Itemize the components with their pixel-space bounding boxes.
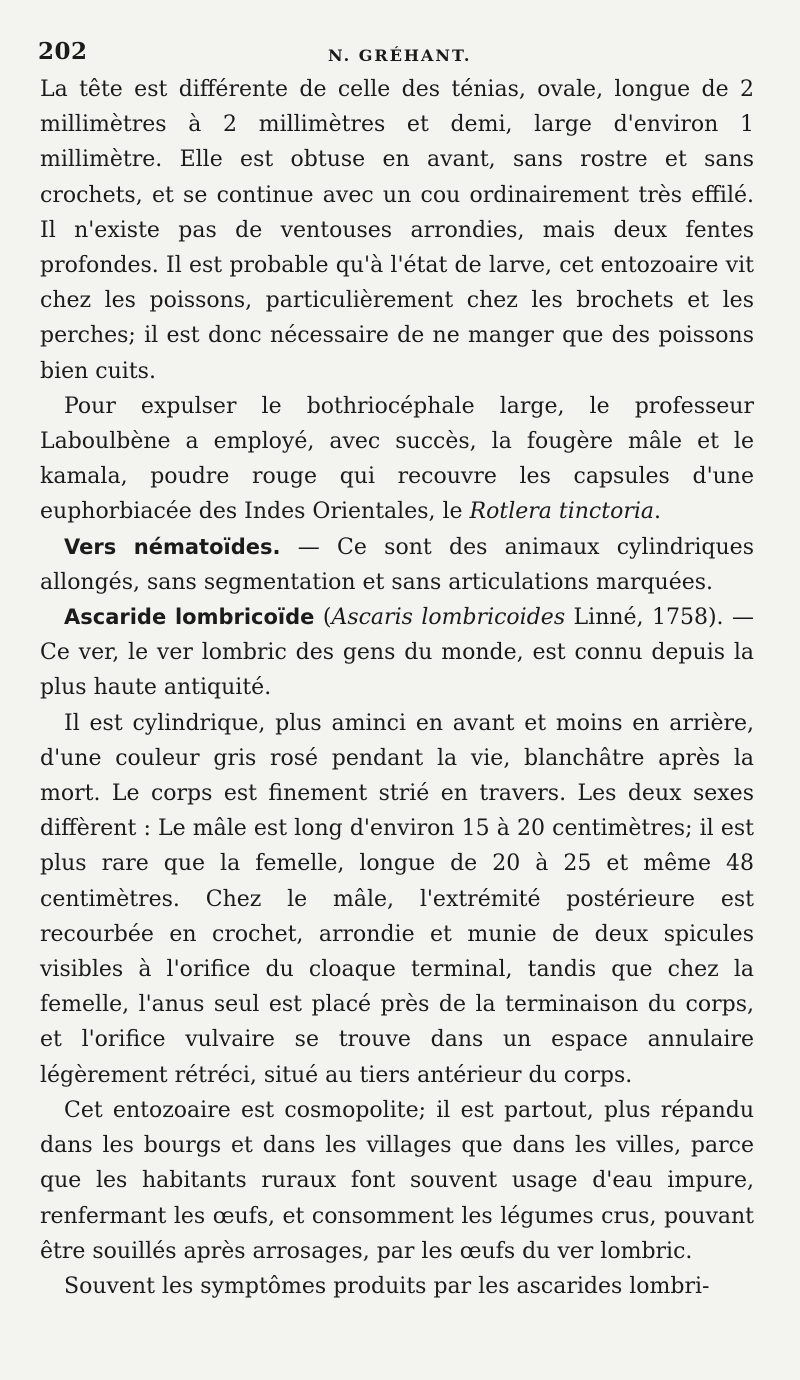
paragraph-ascaride	[40, 600, 754, 706]
paragraph-expulsion-text: Pour expulser le bothriocéphale large, le professeur Laboulbène a employé, avec succès, la fougère mâle et le kamala, poudre rouge qui recouvre les capsules d'une euphorbiacée des Indes Orientales, le	[40, 393, 754, 525]
term-vers-nematoides: Vers nématoïdes.	[64, 534, 281, 559]
paragraph-cosmopolite: Cet entozoaire est cosmopolite; il est partout, plus répandu dans les bourgs et dans les villages que dans les villes, parce que les habitants ruraux font souvent usage d'eau impure, renfermant les œufs, et consomment les légumes crus, pouvant être souillés après arrosages, par les œufs du ver lombric.	[40, 1097, 754, 1264]
paragraph-expulsion	[40, 389, 754, 530]
page-header	[38, 30, 763, 70]
paragraph-description: Il est cylindrique, plus aminci en avant et moins en arrière, d'une couleur gris rosé pendant la vie, blanchâtre après la mort. Le corps est finement strié en travers. Les deux sexes diffèrent : Le mâle est long d'environ 15 à 20 centimètres; il est plus rare que la femelle, longue de 20 à 25 et même 48 centimètres. Chez le mâle, l'extrémité postérieure est recourbée en crochet, arrondie et munie de deux spicules visibles à l'orifice du cloaque terminal, tandis que chez la femelle, l'anus seul est placé près de la terminaison du corps, et l'orifice vulvaire se trouve dans un espace annulaire légèrement rétréci, situé au tiers antérieur du corps.	[40, 710, 754, 1088]
page-number: 202	[38, 38, 88, 65]
paragraph-symptomes: Souvent les symptômes produits par les ascarides lombri-	[64, 1273, 710, 1299]
paragraph-tete: La tête est différente de celle des ténias, ovale, longue de 2 millimètres à 2 millimètres et demi, large d'environ 1 millimètre. Elle est obtuse en avant, sans rostre et sans crochets, et se continue avec un cou ordinairement très effilé. Il n'existe pas de ventouses arrondies, mais deux fentes profondes. Il est probable qu'à l'état de larve, cet entozoaire vit chez les poissons, particulièrement chez les brochets et les perches; il est donc nécessaire de ne manger que des poissons bien cuits.	[40, 77, 754, 384]
paragraph-ascaride-text: Linné, 1758). — Ce ver, le ver lombric des gens du monde, est connu depuis la plus haute antiquité.	[40, 605, 754, 701]
running-title: N. GRÉHANT.	[328, 46, 472, 65]
species-name-rotlera: Rotlera tinctoria	[469, 499, 655, 525]
paragraph-nematoides-text: — Ce sont des animaux cylindriques allongés, sans segmentation et sans articulations marquées.	[40, 534, 754, 595]
paragraph-expulsion-end: .	[654, 499, 662, 525]
paragraph-ascaride-paren: (	[314, 605, 332, 631]
term-ascaride-lombricoide: Ascaride lombricoïde	[64, 605, 315, 630]
species-name-ascaris: Ascaris lombricoides	[331, 605, 566, 631]
body-text	[40, 72, 754, 1304]
paragraph-nematoides	[40, 530, 754, 600]
